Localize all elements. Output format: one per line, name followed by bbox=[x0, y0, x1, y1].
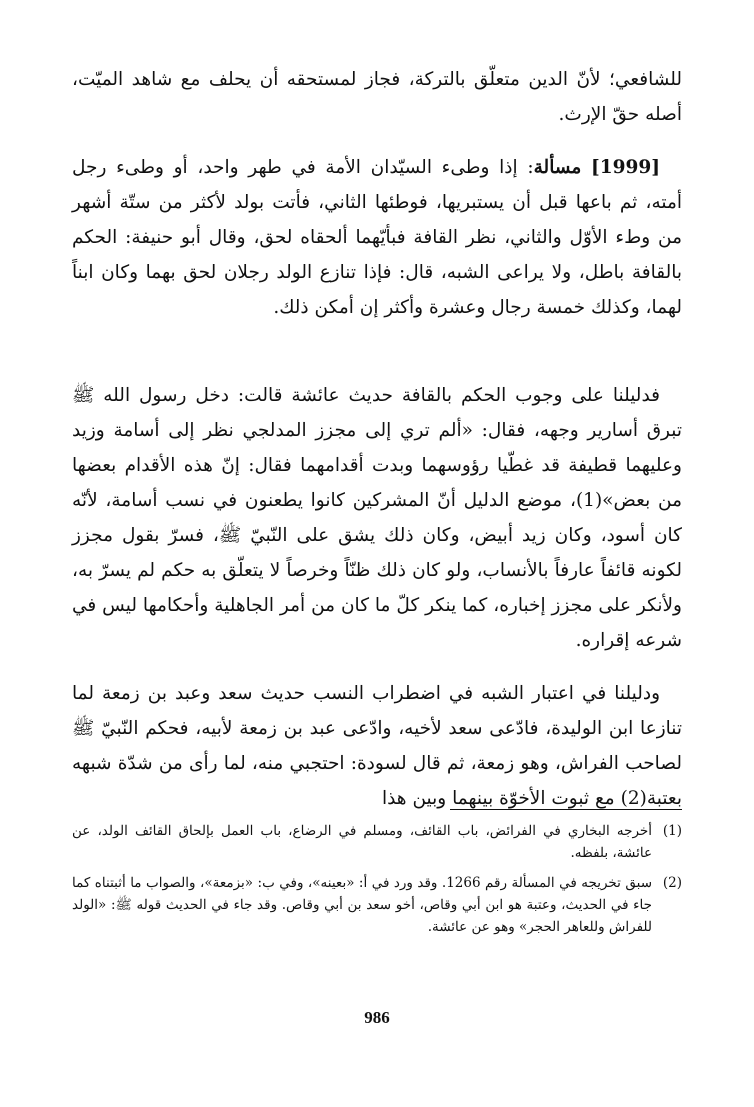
resemblance-text-end: مع ثبوت الأخوّة بينهما وبين هذا bbox=[381, 788, 621, 809]
resemblance-text-start: ودليلنا في اعتبار الشبه في اضطراب النسب حديث سعد وعبد بن زمعة لما تنازعا ابن الوليدة، فادّعى سعد لأخيه، وادّعى عبد بن زمعة لأبيه، فحكم النّبيّ ﷺ لصاحب الفراش، وهو زمعة، ثم قال لسودة: احتجبي منه، لما رأى من شدّة شبهه بعتبة bbox=[72, 683, 682, 809]
page-number: 986 bbox=[364, 1008, 390, 1027]
paragraph-evidence-qafa bbox=[72, 378, 682, 658]
paragraph-continuation: للشافعي؛ لأنّ الدين متعلّق بالتركة، فجاز لمستحقه أن يحلف مع شاهد الميّت، أصله حقّ الإرث. bbox=[72, 69, 682, 125]
footnote-ref-2[interactable]: (2) bbox=[620, 788, 647, 809]
main-text bbox=[72, 62, 682, 816]
paragraph-evidence-resemblance bbox=[72, 676, 682, 816]
issue-number: [1999] bbox=[590, 157, 660, 178]
footnote-2 bbox=[72, 872, 682, 938]
footnote-1 bbox=[72, 820, 682, 864]
footnote-separator bbox=[450, 809, 682, 810]
footnote-ref-1[interactable]: (1) bbox=[575, 490, 603, 511]
paragraph-issue-1999 bbox=[72, 150, 682, 360]
evidence-text-start: فدليلنا على وجوب الحكم بالقافة حديث عائشة قالت: دخل رسول الله ﷺ تبرق أسارير وجهه، فقال: «ألم تري إلى مجزز المدلجي نظر إلى أسامة وزيد وعليهما قطيفة قد غطّيا رؤوسهما وبدت أقدامهما فقال: إنّ هذه الأقدام بعضها من بعض» bbox=[72, 385, 682, 511]
footnote-text: أخرجه البخاري في الفرائض، باب القائف، ومسلم في الرضاع، باب العمل بإلحاق القائف الولد، عن عائشة، بلفظه. bbox=[72, 823, 652, 861]
footnote-number: (1) bbox=[662, 823, 682, 839]
evidence-text-end: ، موضع الدليل أنّ المشركين كانوا يطعنون في نسب أسامة، لأنّه كان أسود، وكان زيد أبيض، وكان ذلك يشق على النّبيّ ﷺ، فسرّ بقول مجزز لكونه قائفاً عارفاً بالأنساب، ولو كان ذلك ظنّاً وخرصاً لا يتعلّق به حكم لم يسرّ به، ولأنكر على مجزز إخباره، كما ينكر كلّ ما كان من أمر الجاهلية وأحكامها ليس في شرعه إقراره. bbox=[72, 490, 682, 651]
footnote-text: سبق تخريجه في المسألة رقم 1266. وقد ورد في أ: «بعينه»، وفي ب: «بزمعة»، والصواب ما أثبتناه كما جاء في الحديث، وعتبة هو ابن أبي وقاص، أخو سعد بن أبي وقاص. وقد جاء في الحديث قوله ﷺ: «الولد للفراش وللعاهر الحجر» وهو عن عائشة. bbox=[72, 875, 653, 935]
footnote-number: (2) bbox=[662, 875, 682, 891]
footnotes bbox=[72, 820, 682, 946]
issue-label: مسألة bbox=[533, 157, 582, 178]
issue-text: : إذا وطىء السيّدان الأمة في طهر واحد، أو وطىء رجل أمته، ثم باعها قبل أن يستبريها، فوطئها الثاني، فأتت بولد لأكثر من ستّة أشهر من وطء الأوّل والثاني، نظر القافة فبأيّهما ألحقاه لحق، وقال أبو حنيفة: الحكم بالقافة باطل، ولا يراعى الشبه، قال: فإذا تنازع الولد رجلان لحق بهما وكان ابناً لهما، وكذلك خمسة رجال وعشرة وأكثر إن أمكن ذلك. bbox=[72, 157, 682, 318]
